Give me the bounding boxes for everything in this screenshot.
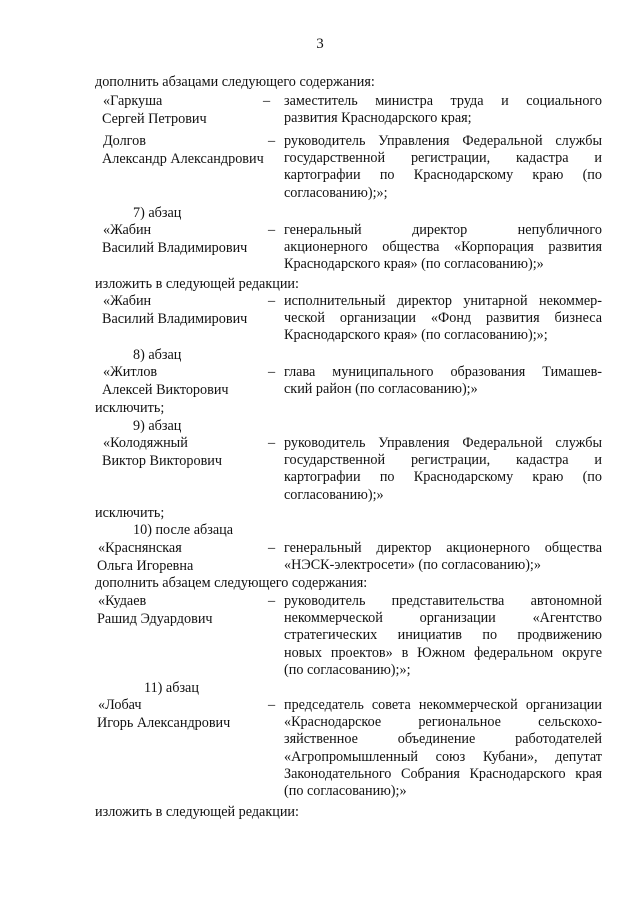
description-line: картографии по Краснодарскому краю (по bbox=[284, 167, 602, 184]
description-line: (по согласованию);»; bbox=[284, 661, 411, 678]
description-line: ческой организации «Фонд развития бизнеса bbox=[284, 310, 602, 327]
description-line: «Агропромышленный союз Кубани», депутат bbox=[284, 748, 602, 765]
paragraph-text: изложить в следующей редакции: bbox=[95, 276, 299, 292]
description-line: государственной регистрации, кадастра и bbox=[284, 150, 602, 167]
person-surname: «Гаркуша bbox=[103, 93, 163, 109]
person-surname: «Краснянская bbox=[98, 540, 182, 556]
description-line: генеральный директор непубличного bbox=[284, 222, 602, 238]
description-line: председатель совета некоммерческой организации bbox=[284, 697, 602, 713]
person-given-names: Рашид Эдуардович bbox=[97, 611, 213, 627]
paragraph-text: 8) абзац bbox=[133, 347, 182, 363]
description-line: новых проектов» в Южном федеральном округе bbox=[284, 644, 602, 661]
dash-separator: – bbox=[268, 593, 276, 609]
person-surname: «Кудаев bbox=[98, 593, 147, 609]
description-line: акционерного общества «Корпорация развития bbox=[284, 239, 602, 256]
paragraph-text: изложить в следующей редакции: bbox=[95, 804, 299, 820]
person-surname: «Жабин bbox=[103, 222, 152, 238]
description-line: государственной регистрации, кадастра и bbox=[284, 452, 602, 469]
person-given-names: Василий Владимирович bbox=[102, 240, 248, 256]
paragraph-text: исключить; bbox=[95, 505, 165, 521]
person-surname: «Колодяжный bbox=[103, 435, 188, 451]
description-line: Краснодарского края» (по согласованию);» bbox=[284, 256, 544, 273]
dash-separator: – bbox=[268, 222, 276, 238]
description-line: (по согласованию);» bbox=[284, 783, 407, 800]
description-line: согласованию);» bbox=[284, 486, 384, 503]
dash-separator: – bbox=[268, 364, 276, 380]
position-description bbox=[284, 435, 602, 504]
person-given-names: Игорь Александрович bbox=[97, 715, 231, 731]
description-line: «Краснодарское региональное сельскохо- bbox=[284, 714, 602, 731]
position-description bbox=[284, 293, 602, 345]
description-line: заместитель министра труда и социального bbox=[284, 93, 602, 109]
dash-separator: – bbox=[268, 293, 276, 309]
person-given-names: Василий Владимирович bbox=[102, 311, 248, 327]
paragraph-text: 10) после абзаца bbox=[133, 522, 234, 538]
position-description bbox=[284, 364, 602, 398]
paragraph-text: дополнить абзацем следующего содержания: bbox=[95, 575, 368, 591]
position-description bbox=[284, 133, 602, 202]
description-line: ский район (по согласованию);» bbox=[284, 381, 478, 398]
description-line: руководитель Управления Федеральной службы bbox=[284, 435, 602, 451]
dash-separator: – bbox=[268, 133, 276, 149]
description-line: глава муниципального образования Тимашев- bbox=[284, 364, 602, 380]
position-description bbox=[284, 540, 602, 574]
position-description bbox=[284, 222, 602, 274]
person-surname: «Лобач bbox=[98, 697, 142, 713]
person-surname: «Жабин bbox=[103, 293, 152, 309]
dash-separator: – bbox=[268, 540, 276, 556]
description-line: исполнительный директор унитарной некоммер- bbox=[284, 293, 602, 309]
person-surname: Долгов bbox=[103, 133, 146, 149]
paragraph-text: исключить; bbox=[95, 400, 165, 416]
description-line: «НЭСК-электросети» (по согласованию);» bbox=[284, 557, 541, 574]
dash-separator: – bbox=[268, 435, 276, 451]
description-line: генеральный директор акционерного общества bbox=[284, 540, 602, 556]
paragraph-text: 11) абзац bbox=[144, 680, 199, 696]
description-line: руководитель представительства автономной bbox=[284, 593, 602, 609]
description-line: руководитель Управления Федеральной службы bbox=[284, 133, 602, 149]
paragraph-text: дополнить абзацами следующего содержания: bbox=[95, 74, 375, 90]
position-description bbox=[284, 593, 602, 679]
description-line: картографии по Краснодарскому краю (по bbox=[284, 469, 602, 486]
page-number: 3 bbox=[316, 36, 324, 52]
position-description bbox=[284, 93, 602, 127]
description-line: согласованию);»; bbox=[284, 184, 388, 201]
person-given-names: Виктор Викторович bbox=[102, 453, 222, 469]
person-given-names: Сергей Петрович bbox=[102, 111, 207, 127]
description-line: Законодательного Собрания Краснодарского края bbox=[284, 765, 602, 782]
paragraph-text: 9) абзац bbox=[133, 418, 182, 434]
position-description bbox=[284, 697, 602, 800]
paragraph-text: 7) абзац bbox=[133, 205, 182, 221]
description-line: стратегических инициатив по продвижению bbox=[284, 627, 602, 644]
dash-separator: – bbox=[268, 697, 276, 713]
dash-separator: – bbox=[263, 93, 271, 109]
person-given-names: Александр Александрович bbox=[102, 151, 264, 167]
description-line: развития Краснодарского края; bbox=[284, 110, 472, 127]
person-given-names: Алексей Викторович bbox=[102, 382, 229, 398]
person-surname: «Житлов bbox=[103, 364, 158, 380]
description-line: зяйственное объединение работодателей bbox=[284, 731, 602, 748]
person-given-names: Ольга Игоревна bbox=[97, 558, 194, 574]
description-line: некоммерческой организации «Агентство bbox=[284, 610, 602, 627]
description-line: Краснодарского края» (по согласованию);»; bbox=[284, 327, 548, 344]
